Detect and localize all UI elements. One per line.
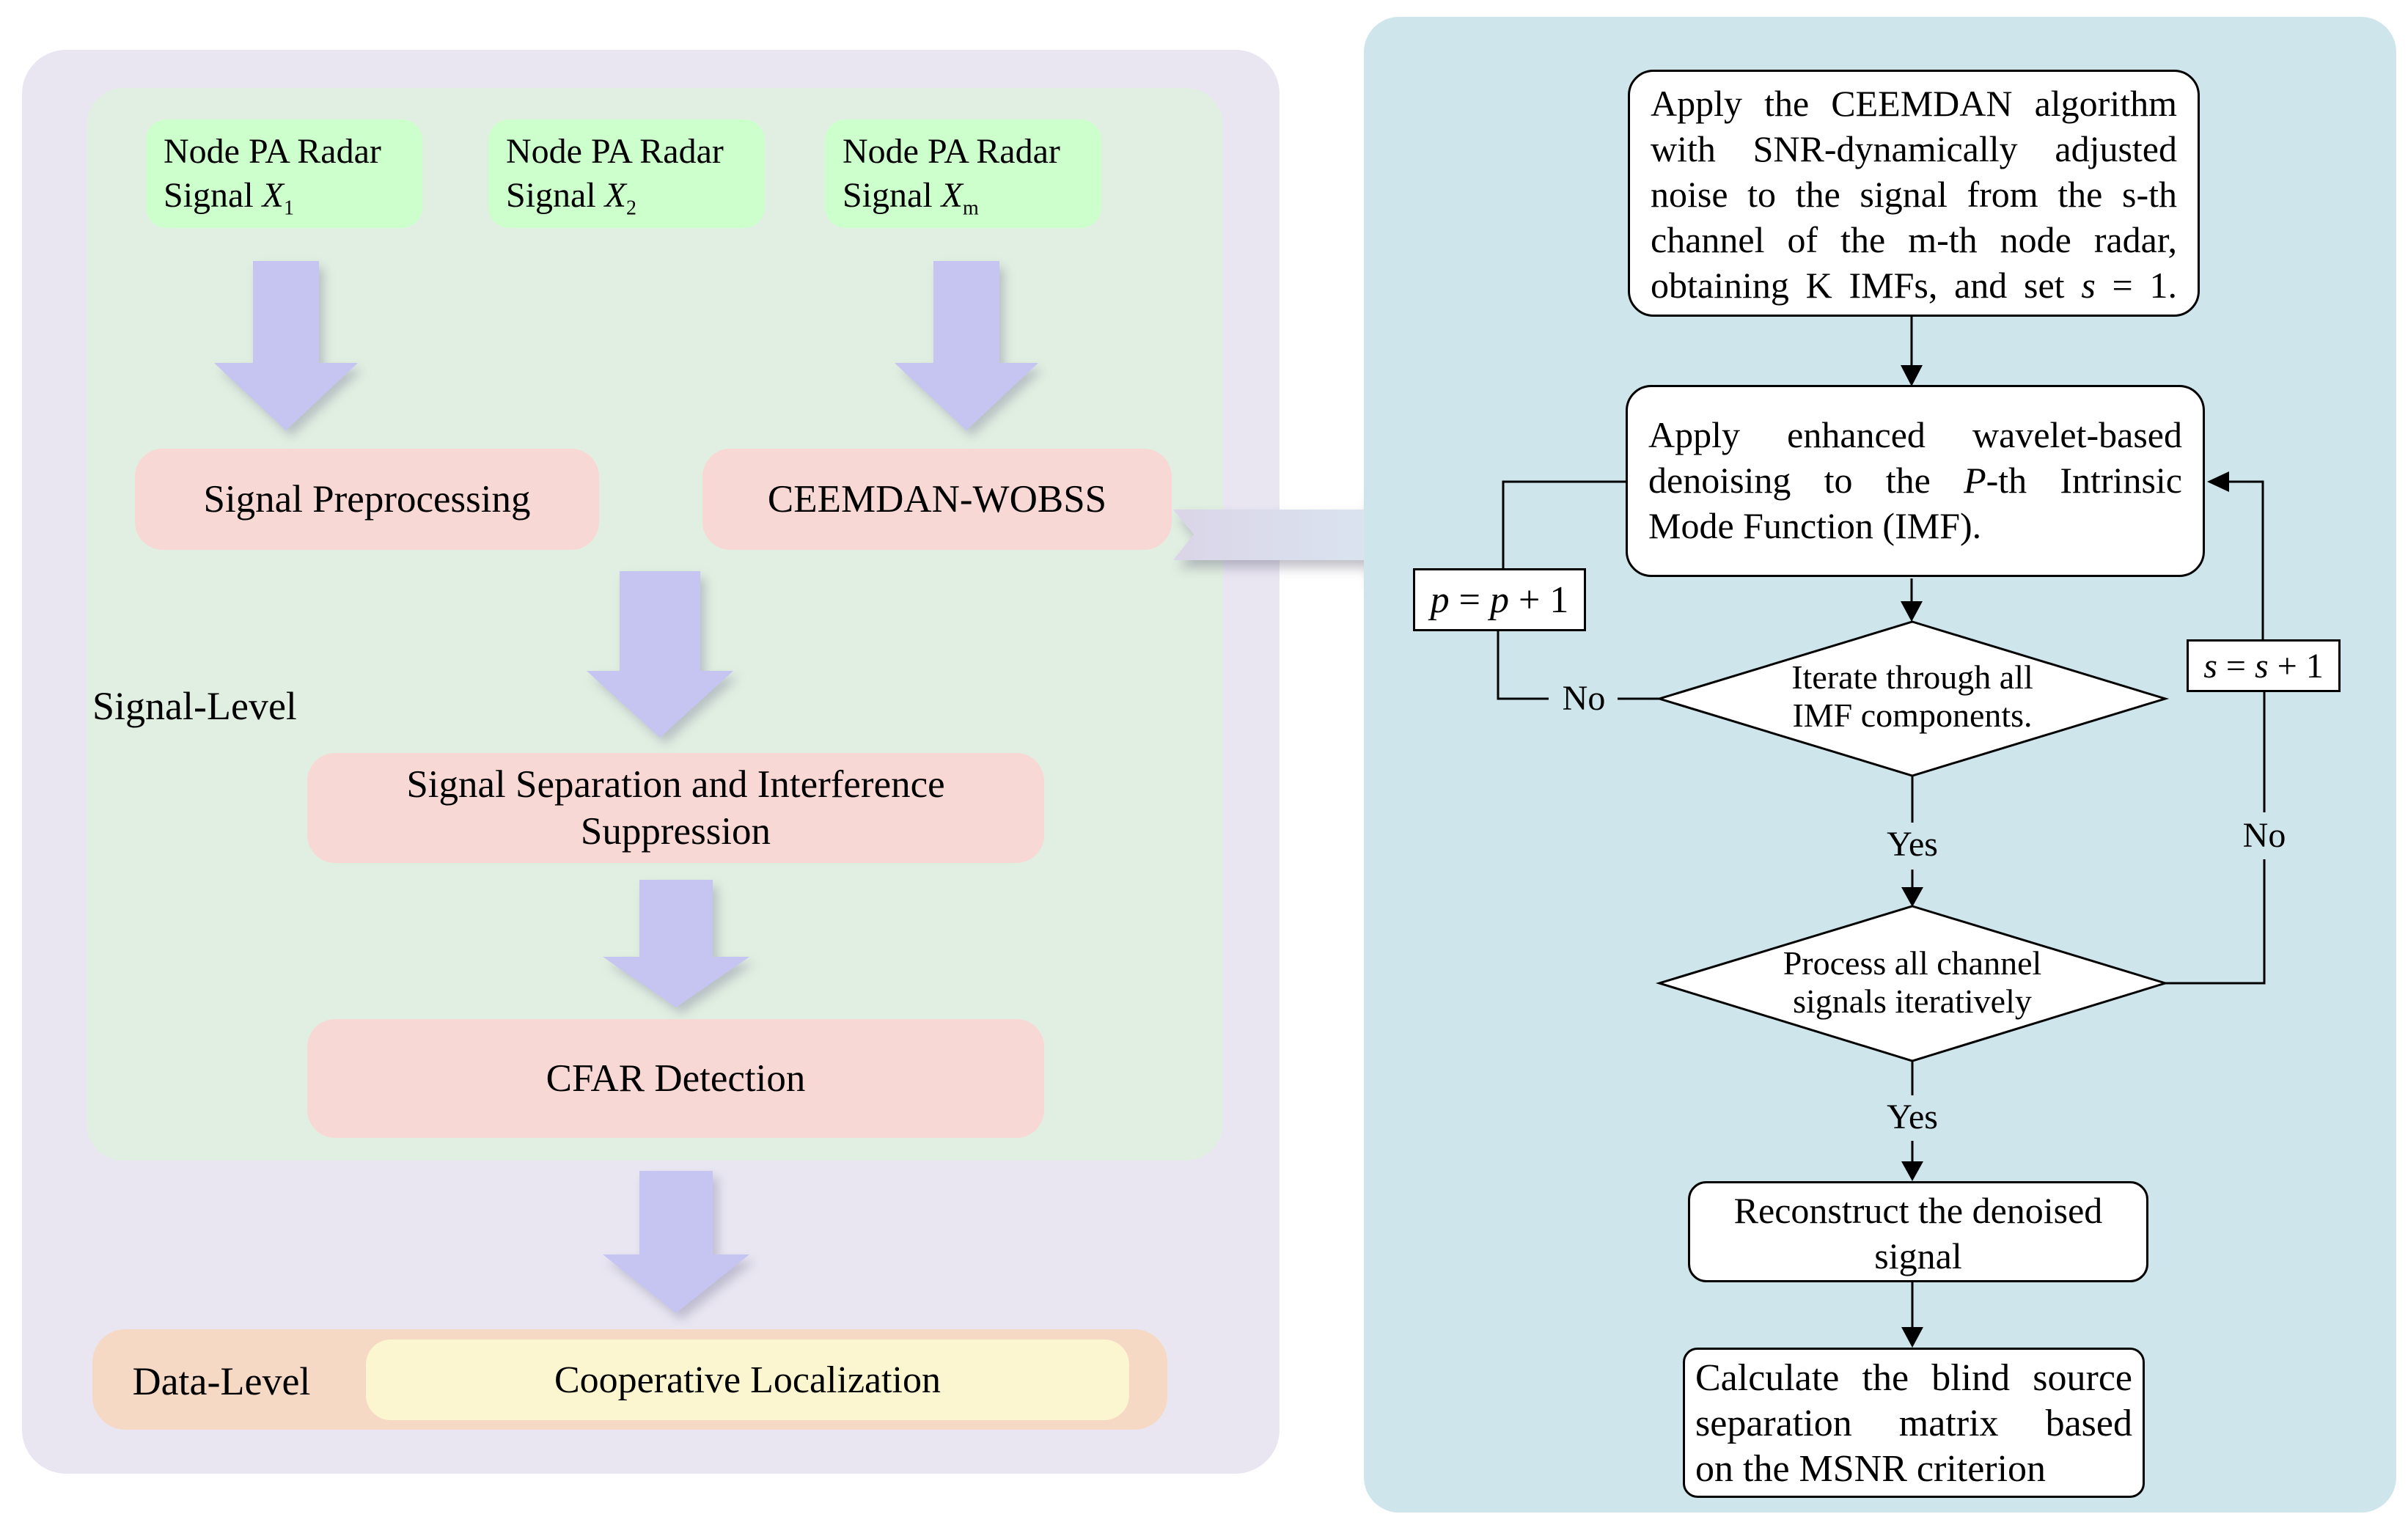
s-update-box [2187,639,2341,692]
node-signal-var: X [262,176,284,215]
step1-line1: Apply the CEEMDAN algorithm [1651,83,2177,124]
no-right-label: No [2242,816,2286,855]
step1-line5-suffix: = 1. [2095,265,2177,306]
step1-line5-prefix: obtaining K IMFs, and set [1651,265,2082,306]
p-update-tail: + 1 [1509,578,1569,621]
node-signal-word: Signal [843,176,941,215]
data-level-label: Data-Level [132,1359,311,1403]
arrowhead-into-step4 [1901,1327,1923,1348]
ceemdan-wobss-label: CEEMDAN-WOBSS [767,478,1107,521]
node-signal-subscript: 1 [284,196,294,220]
signal-separation-line2: Suppression [580,810,771,853]
step2-line2-suffix: -th Intrinsic [1986,460,2182,501]
s-update-eq: = [2217,646,2255,686]
node-signal-word: Signal [506,176,605,215]
step3-reconstruct-box [1688,1181,2148,1282]
s-update-var2: s [2255,646,2269,686]
cooperative-localization-label: Cooperative Localization [554,1359,941,1401]
s-update-tail: + 1 [2268,646,2324,686]
step4-msnr-box [1683,1348,2145,1498]
yes1-label: Yes [1887,825,1938,864]
p-update-eq: = [1449,578,1490,621]
step4-line3: on the MSNR criterion [1695,1448,2047,1490]
decision2-text [1747,944,2077,1021]
step1-ceemdan-box [1628,70,2200,317]
step2-line3: Mode Function (IMF). [1648,505,1982,546]
node-radar-signal-m-line1: Node PA Radar [843,132,1060,171]
step2-line2 [1648,458,2182,503]
step3-line2: signal [1874,1235,1962,1276]
node-signal-subscript: 2 [626,196,636,220]
decision1-line2: IMF components. [1792,697,2033,734]
decision2-line2: signals iteratively [1793,982,2032,1020]
step2-wavelet-box [1626,385,2205,577]
step1-line5-var: s [2081,265,2096,306]
arrowhead-into-step3 [1901,1161,1923,1181]
node-signal-word: Signal [164,176,263,215]
decision2-line1: Process all channel [1783,944,2042,982]
node-radar-signal-2-line1: Node PA Radar [506,132,724,171]
arrowhead-into-step2 [1901,365,1923,386]
no-left-label: No [1562,679,1606,718]
signal-level-label: Signal-Level [92,684,297,728]
node-radar-signal-1-line1: Node PA Radar [164,132,381,171]
step1-line5 [1651,262,2177,308]
node-signal-var: X [941,176,963,215]
arrowhead-into-decision2 [1901,887,1923,907]
step2-line2-var: P [1964,460,1986,501]
step4-line1: Calculate the blind source [1695,1357,2132,1399]
yes2-label: Yes [1887,1098,1938,1136]
s-update-var1: s [2203,646,2217,686]
signal-separation-line1: Signal Separation and Interference [406,763,945,806]
connector-sloop-top [2229,482,2263,639]
step1-line3: noise to the signal from the s-th [1651,174,2177,215]
p-update-box [1413,568,1586,631]
decision1-text [1747,658,2077,735]
step2-line2-prefix: denoising to the [1648,460,1964,501]
p-update-var2: p [1490,578,1509,621]
signal-preprocessing-label: Signal Preprocessing [203,478,531,521]
step1-line2: with SNR-dynamically adjusted [1651,128,2177,169]
connector-sloop-bottom [2165,859,2264,983]
decision1-line1: Iterate through all [1791,658,2033,696]
cfar-detection-label: CFAR Detection [546,1057,806,1100]
node-signal-subscript: m [963,196,979,220]
step1-line4: channel of the m-th node radar, [1651,219,2177,260]
step3-line1: Reconstruct the denoised [1733,1190,2103,1231]
step4-line2: separation matrix based [1695,1403,2132,1444]
node-signal-var: X [604,176,626,215]
arrowhead-into-decision1 [1901,601,1923,622]
p-update-var1: p [1430,578,1450,621]
arrowhead-sloop-into-step2 [2207,471,2229,492]
step2-line1: Apply enhanced wavelet-based [1648,414,2182,455]
